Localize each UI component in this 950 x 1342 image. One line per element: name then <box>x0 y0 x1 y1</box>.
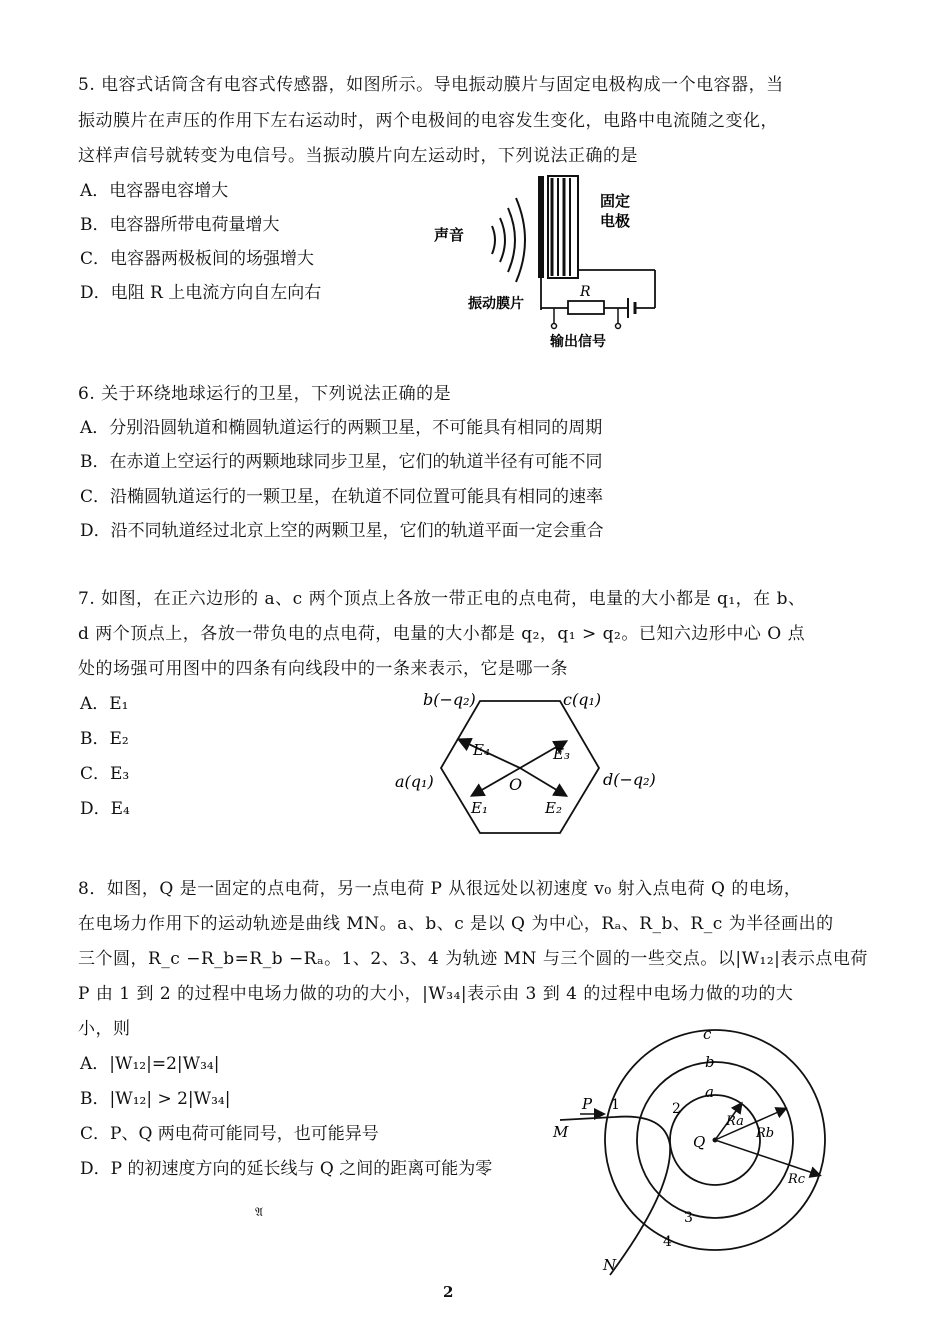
fixed-electrode-label-2: 电极 <box>600 212 631 230</box>
vector-e4 <box>460 740 520 768</box>
sound-wave-arc <box>492 226 495 254</box>
q5-line-3: 这样声信号就转变为电信号。当振动膜片向左运动时，下列说法正确的是 <box>78 146 638 166</box>
q8-option-a: A．|W₁₂|=2|W₃₄| <box>80 1054 220 1074</box>
q5-option-c: C．电容器两极板间的场强增大 <box>80 249 315 269</box>
q5-figure-microphone-circuit <box>430 168 680 353</box>
q6-stem: 6. 关于环绕地球运行的卫星，下列说法正确的是 <box>78 384 452 404</box>
output-signal-label: 输出信号 <box>550 334 606 350</box>
circle-a-label: a <box>705 1083 714 1101</box>
q7-line-2: d 两个顶点上，各放一带负电的点电荷，电量的大小都是 q₂，q₁ > q₂。已知六边形中心 O 点 <box>78 624 806 644</box>
e3-label: E₃ <box>553 745 570 763</box>
point-p-label: P <box>582 1095 593 1113</box>
sound-label: 声音 <box>434 226 465 244</box>
center-o-label: O <box>509 775 523 794</box>
q8-line-3: 三个圆，R_c −R_b=R_b −Rₐ。1、2、3、4 为轨迹 MN 与三个圆的一些交点。以|W₁₂|表示点电荷 <box>78 949 868 969</box>
q5-option-b: B．电容器所带电荷量增大 <box>80 215 280 235</box>
q7-option-c: C．E₃ <box>80 764 130 784</box>
vertex-a-label: a(q₁) <box>395 772 434 791</box>
sound-wave-arc <box>516 198 525 282</box>
q6-option-c: C．沿椭圆轨道运行的一颗卫星，在轨道不同位置可能具有相同的速率 <box>80 487 604 507</box>
q8-line-5: 小，则 <box>78 1019 131 1039</box>
charge-q-label: Q <box>693 1133 706 1151</box>
intersection-1-label: 1 <box>611 1097 620 1113</box>
point-m-label: M <box>553 1123 569 1141</box>
ra-label: Ra <box>726 1114 744 1129</box>
intersection-4-label: 4 <box>663 1234 672 1250</box>
page-number: 2 <box>443 1283 454 1301</box>
q8-option-c: C．P、Q 两电荷可能同号，也可能异号 <box>80 1124 379 1144</box>
resistor <box>568 301 604 314</box>
q5-line-2: 振动膜片在声压的作用下左右运动时，两个电极间的电容发生变化，电路中电流随之变化， <box>78 111 778 131</box>
q7-line-1: 7. 如图，在正六边形的 a、c 两个顶点上各放一带正电的点电荷，电量的大小都是 q₁，在 b、 <box>78 589 806 609</box>
sound-wave-arc <box>508 208 515 272</box>
sound-wave-arc <box>500 218 505 262</box>
point-n-label: N <box>603 1256 617 1274</box>
e1-label: E₁ <box>471 799 488 817</box>
q5-option-d: D．电阻 R 上电流方向自左向右 <box>80 283 322 303</box>
q6-option-a: A．分别沿圆轨道和椭圆轨道运行的两颗卫星，不可能具有相同的周期 <box>80 418 603 438</box>
q7-line-3: 处的场强可用图中的四条有向线段中的一条来表示，它是哪一条 <box>78 659 568 679</box>
intersection-3-label: 3 <box>684 1210 693 1226</box>
radius-rc <box>715 1140 819 1175</box>
q7-option-d: D．E₄ <box>80 799 130 819</box>
output-terminal <box>616 324 621 329</box>
resistor-label: R <box>580 284 591 300</box>
circle-b-label: b <box>705 1053 715 1071</box>
e4-label: E₄ <box>473 741 490 759</box>
vector-e2 <box>520 768 565 795</box>
q8-line-1: 8．如图，Q 是一固定的点电荷，另一点电荷 P 从很远处以初速度 v₀ 射入点电荷 Q 的电场， <box>78 879 802 899</box>
fixed-electrode-label-1: 固定 <box>600 192 631 210</box>
vibrating-membrane <box>538 176 544 278</box>
membrane-label: 振动膜片 <box>468 296 524 312</box>
q8-line-4: P 由 1 到 2 的过程中电场力做的功的大小，|W₃₄|表示由 3 到 4 的过程中电场力做的功的大 <box>78 984 794 1004</box>
trajectory-mn <box>560 1117 670 1275</box>
q6-option-d: D．沿不同轨道经过北京上空的两颗卫星，它们的轨道平面一定会重合 <box>80 521 604 541</box>
stray-mark: 𝔄 <box>255 1205 263 1219</box>
circle-c-label: c <box>703 1025 712 1043</box>
vertex-d-label: d(−q₂) <box>603 770 656 789</box>
e2-label: E₂ <box>545 799 562 817</box>
q7-option-b: B．E₂ <box>80 729 129 749</box>
intersection-2-label: 2 <box>672 1101 681 1117</box>
q5-line-1: 5. 电容式话筒含有电容式传感器，如图所示。导电振动膜片与固定电极构成一个电容器，当 <box>78 75 784 95</box>
q7-figure-hexagon <box>385 685 665 835</box>
q7-option-a: A．E₁ <box>80 694 129 714</box>
vertex-b-label: b(−q₂) <box>423 690 476 709</box>
q5-option-a: A．电容器电容增大 <box>80 181 229 201</box>
q8-option-b: B．|W₁₂| > 2|W₃₄| <box>80 1089 231 1109</box>
q6-option-b: B．在赤道上空运行的两颗地球同步卫星，它们的轨道半径有可能不同 <box>80 452 603 472</box>
vertex-c-label: c(q₁) <box>563 690 602 709</box>
q8-figure-circles-trajectory <box>545 1025 850 1280</box>
output-terminal <box>552 324 557 329</box>
rb-label: Rb <box>756 1126 775 1141</box>
q8-option-d: D．P 的初速度方向的延长线与 Q 之间的距离可能为零 <box>80 1159 493 1179</box>
rc-label: Rc <box>788 1172 806 1187</box>
q8-line-2: 在电场力作用下的运动轨迹是曲线 MN。a、b、c 是以 Q 为中心，Rₐ、R_b、R_c 为半径画出的 <box>78 914 834 934</box>
